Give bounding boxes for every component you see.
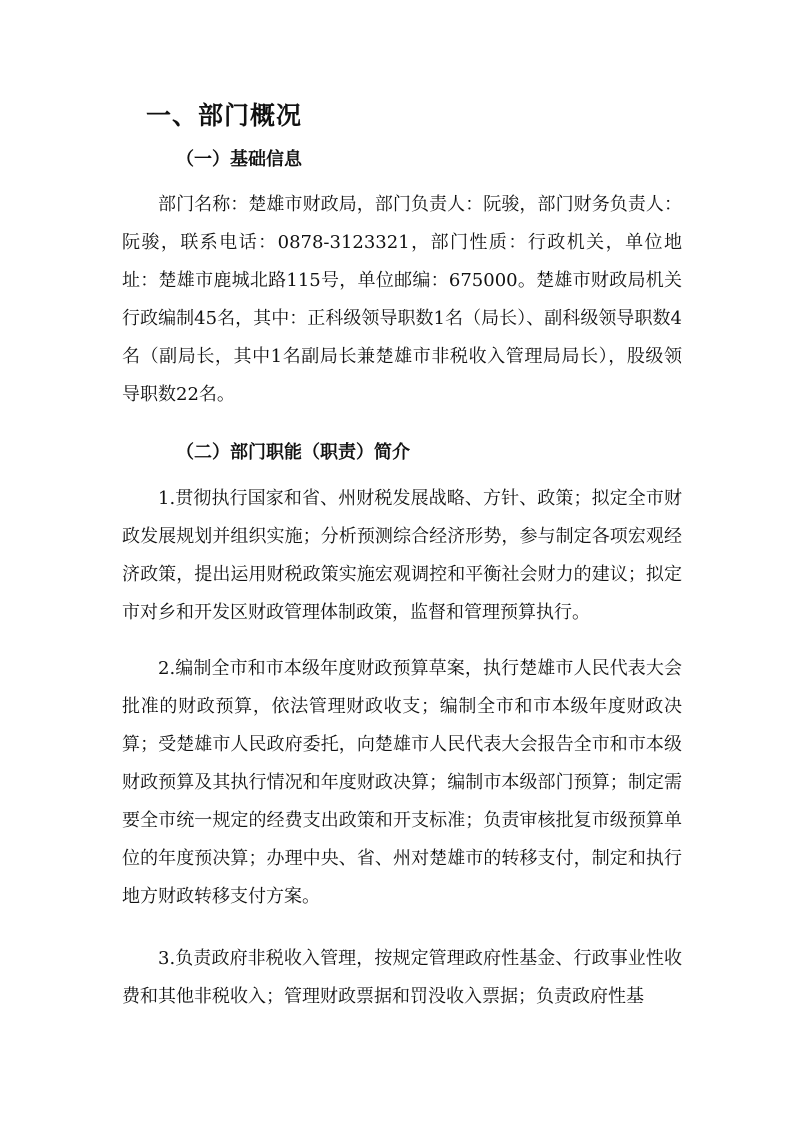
functions-heading: （二）部门职能（职责）简介 — [176, 442, 410, 463]
section-title: 一、部门概况 — [146, 101, 303, 130]
function-item-3: 3.负责政府非税收入管理，按规定管理政府性基金、行政事业性收费和其他非税收入；管理财政票据和罚没收入票据；负责政府性基 — [122, 948, 682, 1007]
basic-info-paragraph: 部门名称：楚雄市财政局，部门负责人：阮骏，部门财务负责人：阮骏，联系电话：0878-3123321，部门性质：行政机关，单位地址：楚雄市鹿城北路115号，单位邮编：675000。楚雄市财政局机关行政编制45名，其中：正科级领导职数1名（局长）、副科级领导职数4名（副局长，其中1名副局长兼楚雄市非税收入管理局局长），股级领导职数22名。 — [122, 194, 682, 405]
function-item-2: 2.编制全市和市本级年度财政预算草案，执行楚雄市人民代表大会批准的财政预算，依法管理财政收支；编制全市和市本级年度财政决算；受楚雄市人民政府委托，向楚雄市人民代表大会报告全市和市本级财政预算及其执行情况和年度财政决算；编制市本级部门预算；制定需要全市统一规定的经费支出政策和开支标准；负责审核批复市级预算单位的年度预决算；办理中央、省、州对楚雄市的转移支付，制定和执行地方财政转移支付方案。 — [122, 658, 682, 907]
function-item-1: 1.贯彻执行国家和省、州财税发展战略、方针、政策；拟定全市财政发展规划并组织实施；分析预测综合经济形势，参与制定各项宏观经济政策，提出运用财税政策实施宏观调控和平衡社会财力的建议；拟定市对乡和开发区财政管理体制政策，监督和管理预算执行。 — [122, 488, 682, 623]
basic-info-heading: （一）基础信息 — [176, 149, 302, 170]
